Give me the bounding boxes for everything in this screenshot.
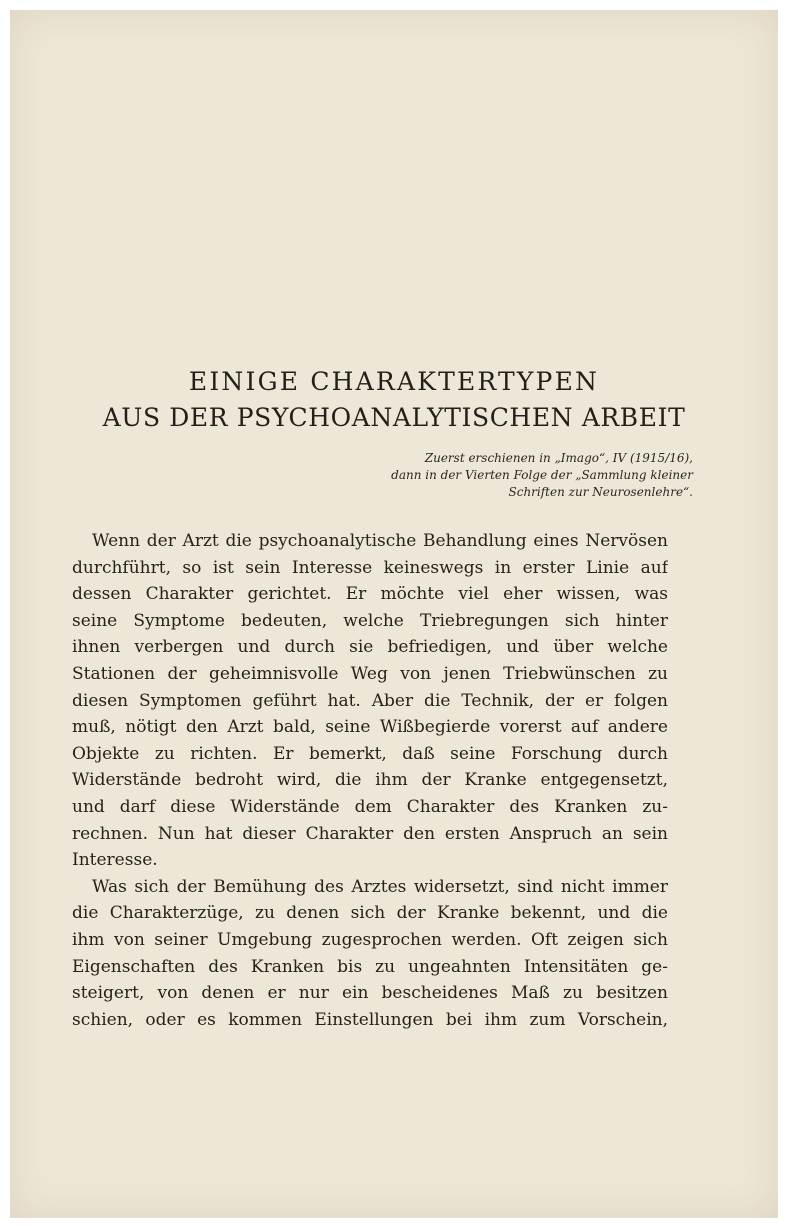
text-line: steigert, von denen er nur ein bescheidenes Maß zu besitzen [72, 983, 668, 1004]
text-line: Interesse. [72, 850, 158, 871]
publication-note [353, 450, 693, 501]
text-line: rechnen. Nun hat dieser Charakter den ersten Anspruch an sein [72, 823, 668, 844]
publication-note-line: Zuerst erschienen in „Imago“, IV (1915/16), [424, 451, 693, 465]
text-line: Stationen der geheimnisvolle Weg von jenen Triebwünschen zu [72, 663, 668, 684]
body-text [72, 528, 668, 1033]
text-line: Eigenschaften des Kranken bis zu ungeahnten Intensitäten ge- [72, 956, 668, 977]
text-line: Was sich der Bemühung des Arztes widersetzt, sind nicht immer [92, 876, 668, 897]
publication-note-line: Schriften zur Neurosenlehre“. [508, 485, 693, 499]
text-line: und darf diese Widerstände dem Charakter des Kranken zu- [72, 796, 668, 817]
text-line: seine Symptome bedeuten, welche Triebregungen sich hinter [72, 610, 668, 631]
text-line: Wenn der Arzt die psychoanalytische Behandlung eines Nervösen [92, 531, 668, 551]
chapter-title-line-2: AUS DER PSYCHOANALYTISCHEN ARBEIT [102, 403, 686, 432]
text-line: diesen Symptomen geführt hat. Aber die Technik, der er folgen [72, 690, 668, 711]
chapter-title-line-1: EINIGE CHARAKTERTYPEN [188, 367, 600, 396]
text-line: ihnen verbergen und durch sie befriedigen, und über welche [72, 637, 668, 658]
text-line: muß, nötigt den Arzt bald, seine Wißbegierde vorerst auf andere [72, 717, 668, 738]
text-line: dessen Charakter gerichtet. Er möchte viel eher wissen, was [72, 584, 668, 605]
publication-note-line: dann in der Vierten Folge der „Sammlung kleiner [391, 468, 693, 482]
text-line: Widerstände bedroht wird, die ihm der Kranke entgegensetzt, [72, 770, 668, 791]
text-line: schien, oder es kommen Einstellungen bei ihm zum Vorschein, [72, 1009, 668, 1030]
text-line: ihm von seiner Umgebung zugesprochen werden. Oft zeigen sich [72, 929, 668, 950]
text-line: die Charakterzüge, zu denen sich der Kranke bekennt, und die [72, 903, 668, 924]
book-page [10, 10, 778, 1218]
text-line: durchführt, so ist sein Interesse keineswegs in erster Linie auf [72, 557, 668, 578]
text-line: Objekte zu richten. Er bemerkt, daß seine Forschung durch [72, 743, 668, 764]
